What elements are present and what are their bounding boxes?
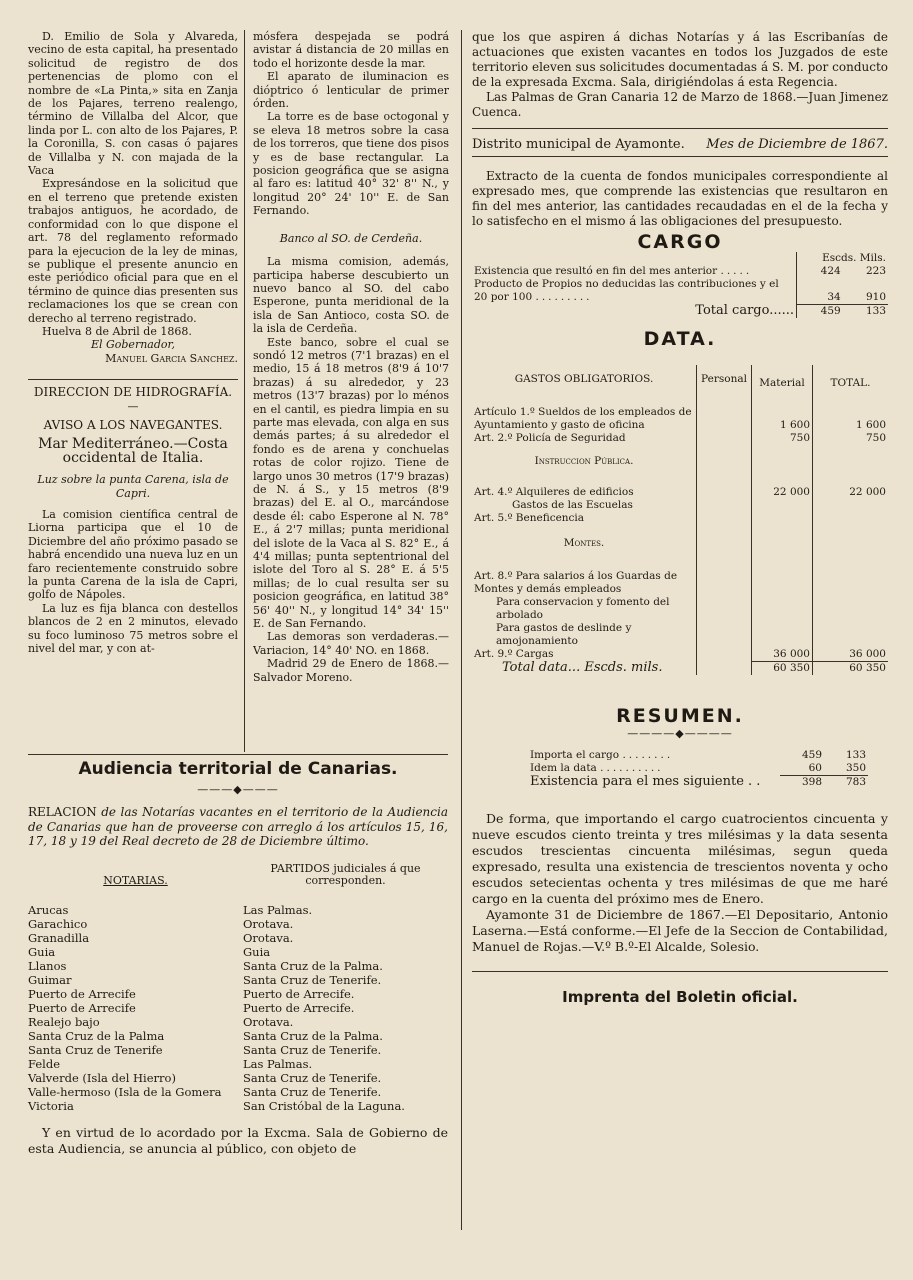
resumen-row	[528, 749, 868, 762]
notaria-row	[28, 917, 448, 931]
notaria-row	[28, 959, 448, 973]
cargo-row-label: Existencia que resultó en fin del mes anterior	[474, 265, 718, 277]
partido-name: Guia	[243, 944, 271, 959]
mining-notice-paragraph: D. Emilio de Sola y Alvareda, vecino de esta capital, ha presentado solicitud de registro de dos pertenencias de plomo con el nombre de «La Pinta,» sita en Zanja de los Pajares, terreno realengo, término de Villalba del Alcor, que linda por L. con alto de los Pajares, P. la Coronilla, S. con casas ó pajares de Villalba y N. con majada de la Vaca	[28, 30, 238, 178]
extracto-paragraph: Extracto de la cuenta de fondos municipales correspondiente al expresado mes, que comprende las existencias que resultaron en fin del mes anterior, las cantidades recaudadas en el de la fecha y lo satisfecho en el mismo á las obligaciones del presupuesto.	[472, 169, 888, 228]
personal-header: Personal	[697, 365, 752, 406]
partido-name: Orotava.	[243, 916, 294, 931]
ornament-divider: ————◆————	[627, 726, 733, 740]
section-heading-aviso: AVISO A LOS NAVEGANTES.	[43, 417, 223, 432]
partidos-header: PARTIDOS judiciales á que corresponden.	[270, 861, 421, 887]
resumen-row-label: Importa el cargo ........	[530, 748, 674, 761]
relacion-body: de las Notarías vacantes en el territorio de la Audiencia de Canarias que han de proveerse con arreglo á los artículos 15, 16, 17, 18 y 19 del Real decreto de 28 de Diciembre último.	[28, 805, 448, 849]
subheading-luz-capri: Luz sobre la punta Carena, isla de Capri.	[37, 473, 229, 500]
data-title: DATA.	[643, 327, 717, 350]
column-rule-1	[244, 30, 245, 752]
resumen-label-text: Importa el cargo	[530, 748, 620, 761]
notaria-name: Santa Cruz de Tenerife	[28, 1042, 163, 1057]
notaria-name: Guimar	[28, 972, 72, 987]
ayamonte-signature: Ayamonte 31 de Diciembre de 1867.—El Depositario, Antonio Laserna.—Está conforme.—El Jefe de la Seccion de Contabilidad, Manuel de Rojas.—V.º B.º-El Alcalde, Solesio.	[472, 906, 888, 954]
column-rule-2	[461, 30, 462, 1230]
section-heading-hidrografia: DIRECCION DE HIDROGRAFÍA.	[33, 385, 233, 400]
data-row-total: 750	[813, 432, 889, 445]
data-row-label: Art. 2.º Policía de Seguridad	[474, 431, 626, 444]
partido-name: Puerto de Arrecife.	[243, 1000, 355, 1015]
resumen-escudos: 459	[801, 748, 822, 761]
notarias-table-header	[28, 863, 448, 887]
cargo-total-escudos: 459	[797, 304, 843, 318]
notaria-row	[28, 973, 448, 987]
data-row-label: Para conservacion y fomento del arbolado	[496, 595, 670, 621]
relacion-lead: RELACION	[28, 805, 97, 820]
subheading-banco-cerdena: Banco al SO. de Cerdeña.	[279, 231, 423, 245]
data-row	[472, 432, 888, 445]
distrito-line	[472, 137, 888, 152]
cargo-row: Existencia que resultó en fin del mes anterior ..... 424 223	[474, 265, 886, 277]
notaria-row	[28, 945, 448, 959]
notaria-row	[28, 1071, 448, 1085]
notaria-name: Valverde (Isla del Hierro)	[28, 1070, 176, 1085]
data-row-label: Para gastos de deslinde y amojonamiento	[496, 621, 632, 647]
data-row	[472, 486, 888, 499]
notaria-name: Granadilla	[28, 930, 90, 945]
data-row-material: 1 600	[752, 406, 813, 432]
cargo-milesimas: 910	[865, 290, 886, 303]
cargo-table	[472, 252, 888, 318]
notaria-name: Guia	[28, 944, 56, 959]
column-3	[472, 30, 888, 1005]
data-row-label: Gastos de las Escuelas	[512, 498, 633, 511]
notaria-name: Valle-hermoso (Isla de la Gomera	[28, 1084, 222, 1099]
distrito-label: Distrito municipal de Ayamonte.	[472, 137, 685, 152]
data-row-label: Art. 8.º Para salarios á los Guardas de Montes y demás empleados	[474, 569, 678, 595]
data-row-label: Artículo 1.º Sueldos de los empleados de Ayuntamiento y gasto de oficina	[474, 405, 692, 431]
partido-name: Orotava.	[243, 930, 294, 945]
notaria-name: Garachico	[28, 916, 88, 931]
data-row	[472, 596, 888, 622]
data-row	[472, 648, 888, 662]
cargo-row: Producto de Propios no deducidas las contribuciones y el 20 por 100 ......... 34 910	[474, 278, 886, 303]
mining-notice-date: Huelva 8 de Abril de 1868.	[42, 324, 192, 338]
resumen-label-text: Idem la data	[530, 761, 597, 774]
cargo-total-row: Total cargo...... 459 133	[695, 303, 886, 318]
resumen-total-row	[528, 775, 868, 789]
notaria-name: Llanos	[28, 958, 67, 973]
notaria-row	[28, 1001, 448, 1015]
data-total-total: 60 350	[813, 661, 889, 675]
partido-name: Orotava.	[243, 1014, 294, 1029]
audiencia-closing: Y en virtud de lo acordado por la Excma. Sala de Gobierno de esta Audiencia, se anuncia al público, con objeto de	[28, 1124, 448, 1156]
notaria-name: Santa Cruz de la Palma	[28, 1028, 165, 1043]
resumen-total-escudos: 398	[780, 775, 824, 789]
audiencia-title: Audiencia territorial de Canarias.	[78, 759, 398, 779]
notaria-name: Felde	[28, 1056, 61, 1071]
banco-paragraph: La misma comision, además, participa haberse descubierto un nuevo banco al SO. del cabo Esperone, punta meridional de la isla de San Antioco, costa SO. de la isla de Cerdeña.	[253, 255, 449, 336]
mes-label: Mes de Diciembre de 1867.	[706, 137, 888, 152]
data-table	[472, 365, 888, 675]
resumen-title: RESUMEN.	[616, 704, 744, 727]
cargo-total-label: Total cargo	[695, 303, 770, 318]
imprenta-footer: Imprenta del Boletin oficial.	[562, 987, 798, 1005]
ornament-divider: ———◆———	[197, 782, 279, 796]
capri-tower: La torre es de base octogonal y se eleva 18 metros sobre la casa de los torreros, que tiene dos pisos y es de base rectangular. La posicion geográfica que se asigna al faro es: latitud 40° 32' 8'' N., y longitud 20° 24' 10'' E. de San Fernando.	[253, 110, 449, 218]
column-2	[253, 30, 449, 684]
data-row-label: Art. 5.º Beneficencia	[474, 511, 585, 524]
audiencia-continuation: que los que aspiren á dichas Notarías y á las Escribanías de actuaciones que existen vacantes en todos los Juzgados de este territorio eleven sus solicitudes documentadas á S. M. por conducto de la expresada Excma. Sala, dirigiéndolas á esta Regencia.	[472, 30, 888, 89]
notaria-row	[28, 987, 448, 1001]
data-row	[472, 499, 888, 512]
section-divider	[28, 379, 238, 380]
instruccion-heading: Instruccion Pública.	[534, 454, 634, 467]
notaria-name: Realejo bajo	[28, 1014, 100, 1029]
partido-name: Santa Cruz de Tenerife.	[243, 1070, 382, 1085]
capri-apparatus: El aparato de iluminacion es dióptrico ó lenticular de primer órden.	[253, 70, 449, 111]
notaria-row	[28, 1099, 448, 1113]
audiencia-top-rule	[28, 754, 448, 755]
cargo-escudos: 34	[797, 278, 843, 304]
cargo-escudos: 424	[797, 265, 843, 278]
data-row	[472, 622, 888, 648]
material-header: Material	[752, 365, 813, 406]
partido-name: Santa Cruz de la Palma.	[243, 958, 383, 973]
cargo-total-milesimas: 133	[843, 304, 888, 318]
notaria-row	[28, 1015, 448, 1029]
notaria-row	[28, 903, 448, 917]
footer-rule	[472, 971, 888, 972]
partido-name: Santa Cruz de Tenerife.	[243, 1042, 382, 1057]
notaria-name: Puerto de Arrecife	[28, 986, 136, 1001]
notaria-row	[28, 1043, 448, 1057]
banco-date: Madrid 29 de Enero de 1868.—Salvador Moreno.	[253, 657, 449, 684]
notaria-name: Puerto de Arrecife	[28, 1000, 136, 1015]
notaria-row	[28, 1057, 448, 1071]
resumen-total-text: Existencia para el mes siguiente	[530, 774, 744, 789]
dash-divider: —	[127, 399, 139, 413]
data-row-material: 36 000	[752, 648, 813, 662]
data-row	[472, 570, 888, 596]
resumen-escudos: 60	[808, 761, 822, 774]
gastos-header: GASTOS OBLIGATORIOS.	[514, 372, 654, 385]
data-total-row	[472, 661, 888, 675]
notarias-list	[28, 903, 448, 1113]
notaria-row	[28, 931, 448, 945]
data-total-material: 60 350	[752, 661, 813, 675]
resumen-table	[528, 749, 868, 789]
column-1	[28, 30, 238, 655]
notaria-name: Victoria	[28, 1098, 74, 1113]
total-header: TOTAL.	[813, 365, 889, 406]
partido-name: Las Palmas.	[243, 1056, 313, 1071]
resumen-row	[528, 762, 868, 776]
data-row	[472, 512, 888, 525]
partido-name: Puerto de Arrecife.	[243, 986, 355, 1001]
banco-paragraph-2: Este banco, sobre el cual se sondó 12 metros (7'1 brazas) en el medio, 15 á 18 metros (8'9 á 10'7 brazas) á su alrededor, y 23 metros (13'7 brazas) por lo ménos en el cantil, es piedra limpia en su parte mas elevada, con alga en sus demás partes; á su alrededor el fondo es de arena y conchuelas rotas de color rojizo. Tiene de largo unos 30 metros (17'9 brazas) de N. á S., y 15 metros (8'9 brazas) del E. al O., marcándose desde él: cabo Esperone al N. 78° E., á 2'7 millas; punta meridional del islote de la Vaca al S. 82° E., á 4'4 millas; punta septentrional del islote del Toro al S. 28° E. á 5'5 millas; de lo cual resulta ser su posicion geográfica, en latitud 38° 56' 40'' N., y longitud 14° 34' 15'' E. de San Fernando.	[253, 335, 449, 631]
partido-name: Santa Cruz de Tenerife.	[243, 1084, 382, 1099]
capri-paragraph: La comision científica central de Liorna participa que el 10 de Diciembre del año próximo pasado se habrá encendido una nueva luz en un faro recientemente construido sobre la punta Carena de la isla de Capri, golfo de Nápoles.	[28, 508, 238, 602]
cargo-milesimas: 223	[865, 265, 886, 277]
data-total-label: Total data... Escds. mils.	[502, 660, 663, 675]
mining-notice-paragraph-2: Expresándose en la solicitud que en el terreno que pretende existen trabajos antiguos, he acordado, de conformidad con lo que dispone el art. 78 del reglamento reformado para la ejecucion de la ley de minas, se publique el presente anuncio en este periódico oficial para que en el término de quince dias presenten sus reclamaciones los que se crean con derecho al terreno registrado.	[28, 177, 238, 325]
data-row-total: 22 000	[813, 486, 889, 499]
subheading-mediterraneo: Mar Mediterráneo.—Costa occidental de Italia.	[38, 436, 228, 466]
data-row-material: 22 000	[752, 486, 813, 499]
partido-name: Las Palmas.	[243, 902, 313, 917]
capri-paragraph-2: La luz es fija blanca con destellos blancos de 2 en 2 minutos, elevado su foco luminoso 75 metros sobre el nivel del mar, y con at-	[28, 601, 238, 656]
notaria-row	[28, 1085, 448, 1099]
resumen-milesimas: 350	[845, 761, 866, 774]
data-row-material: 750	[752, 432, 813, 445]
resumen-total-label: Existencia para el mes siguiente . .	[530, 774, 761, 789]
capri-continuation: mósfera despejada se podrá avistar á distancia de 20 millas en todo el horizonte desde la mar.	[253, 30, 449, 70]
partido-name: Santa Cruz de Tenerife.	[243, 972, 382, 987]
data-row	[472, 406, 888, 432]
notaria-name: Arucas	[28, 902, 69, 917]
data-row-label: Art. 9.º Cargas	[474, 647, 554, 660]
partido-name: San Cristóbal de la Laguna.	[243, 1098, 405, 1113]
resumen-row-label: Idem la data ..........	[530, 761, 664, 774]
data-row-label: Art. 4.º Alquileres de edificios	[474, 485, 634, 498]
montes-heading: Montes.	[563, 536, 605, 549]
notaria-row	[28, 1029, 448, 1043]
cargo-column-header: Escds. Mils.	[797, 252, 889, 265]
governor-name: Manuel Garcia Sanchez.	[105, 351, 238, 365]
cargo-title: CARGO	[637, 231, 723, 253]
relacion-text	[28, 805, 448, 849]
data-row-total: 1 600	[813, 406, 889, 432]
cargo-row-label: Producto de Propios no deducidas las contribuciones y el 20 por 100	[474, 278, 779, 303]
resumen-total-milesimas: 783	[824, 775, 868, 789]
distrito-rule	[472, 156, 888, 157]
notarias-header: NOTARIAS.	[103, 873, 168, 887]
cuenta-top-rule	[472, 128, 888, 129]
resumen-milesimas: 133	[845, 748, 866, 761]
audiencia-signature: Las Palmas de Gran Canaria 12 de Marzo de 1868.—Juan Jimenez Cuenca.	[472, 90, 888, 119]
banco-demoras: Las demoras son verdaderas.—Variacion, 14° 40' NO. en 1868.	[253, 630, 449, 657]
audiencia-section	[28, 759, 448, 1157]
governor-title: El Gobernador,	[90, 338, 176, 352]
data-row-total: 36 000	[813, 648, 889, 662]
resumen-paragraph: De forma, que importando el cargo cuatrocientos cincuenta y nueve escudos ciento treinta y tres milésimas y la data sesenta escudos trescientas cincuenta milésimas, segun queda expresado, resulta una existencia de trescientos noventa y ocho escudos setecientas ochenta y tres milésimas de que me haré cargo en la cuenta del próximo mes de Enero.	[472, 810, 888, 906]
partido-name: Santa Cruz de la Palma.	[243, 1028, 383, 1043]
